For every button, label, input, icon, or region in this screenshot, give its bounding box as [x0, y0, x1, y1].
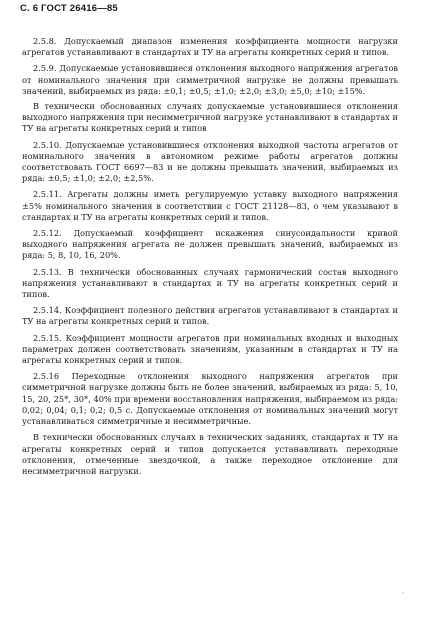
paragraph-2-5-10: 2.5.10. Допускаемые установившиеся отклонения выходной частоты агрегатов от номинального значения в автономном режиме работы агрегатов должны соответствовать ГОСТ 6697—83 и не должны превышать значений, выбираемых из ряда: ±0,5; ±1,0; ±2,0; ±2,5%.	[22, 139, 398, 184]
paragraph-2-5-9-note: В технически обоснованных случаях допускаемые установившиеся отклонения выходного напряжения при несимметричной нагрузке устанавливают в стандартах и ТУ на агрегаты конкретных серий и типов	[22, 101, 398, 134]
paragraph-2-5-11: 2.5.11. Агрегаты должны иметь регулируемую уставку выходного напряжения ±5% номинального значения в соответствии с ГОСТ 21128—83, о чем указывают в стандартах и ТУ на агрегаты конкретных серий и типов.	[22, 189, 398, 222]
scan-speck: ·	[402, 590, 404, 597]
paragraph-2-5-16: 2.5.16 Переходные отклонения выходного напряжения агрегатов при симметричной нагрузке должны быть не более значений, выбираемых из ряда: 5, 10, 15, 20, 25*, 30*, 40% при времени восстановления напряжения, выбираемом из ряда: 0,02; 0,04; 0,1; 0,2; 0,5 с. Допускаемые отклонения от номинальных значений могут устанавливаться симметричные и несимметричные.	[22, 371, 398, 427]
document-body	[22, 36, 398, 482]
page-header: С. 6 ГОСТ 26416—85	[20, 3, 118, 14]
paragraph-2-5-9: 2.5.9. Допускаемые установившиеся отклонения выходного напряжения агрегатов от номинального значения при симметричной нагрузке не должны превышать значений, выбираемых из ряда: ±0,1; ±0,5; ±1,0; ±2,0; ±3,0; ±5,0; ±10; ±15%.	[22, 63, 398, 96]
paragraph-2-5-14: 2.5.14. Коэффициент полезного действия агрегатов устанавливают в стандартах и ТУ на агрегаты конкретных серий и типов.	[22, 305, 398, 327]
paragraph-2-5-15: 2.5.15. Коэффициент мощности агрегатов при номинальных входных и выходных параметрах должен соответствовать значениям, указанным в стандартах и ТУ на агрегаты конкретных серий и типов.	[22, 332, 398, 366]
paragraph-2-5-8: 2.5.8. Допускаемый диапазон изменения коэффициента мощности нагрузки агрегатов устанавливают в стандартах и ТУ на агрегаты конкретных серий и типов.	[22, 36, 398, 58]
paragraph-2-5-12: 2.5.12. Допускаемый коэффициент искажения синусоидальности кривой выходного напряжения агрегата не должен превышать значений, выбираемых из ряда: 5, 8, 10, 16, 20%.	[22, 228, 398, 261]
paragraph-2-5-16-note: В технически обоснованных случаях в технических заданиях, стандартах и ТУ на агрегаты конкретных серий и типов допускается устанавливать переходные отклонения, отмеченные звездочкой, а также переходное отклонение для несимметричной нагрузки.	[22, 432, 398, 476]
paragraph-2-5-13: 2.5.13. В технически обоснованных случаях гармонический состав выходного напряжения устанавливают в стандартах и ТУ на агрегаты конкретных серий и типов.	[22, 266, 398, 300]
